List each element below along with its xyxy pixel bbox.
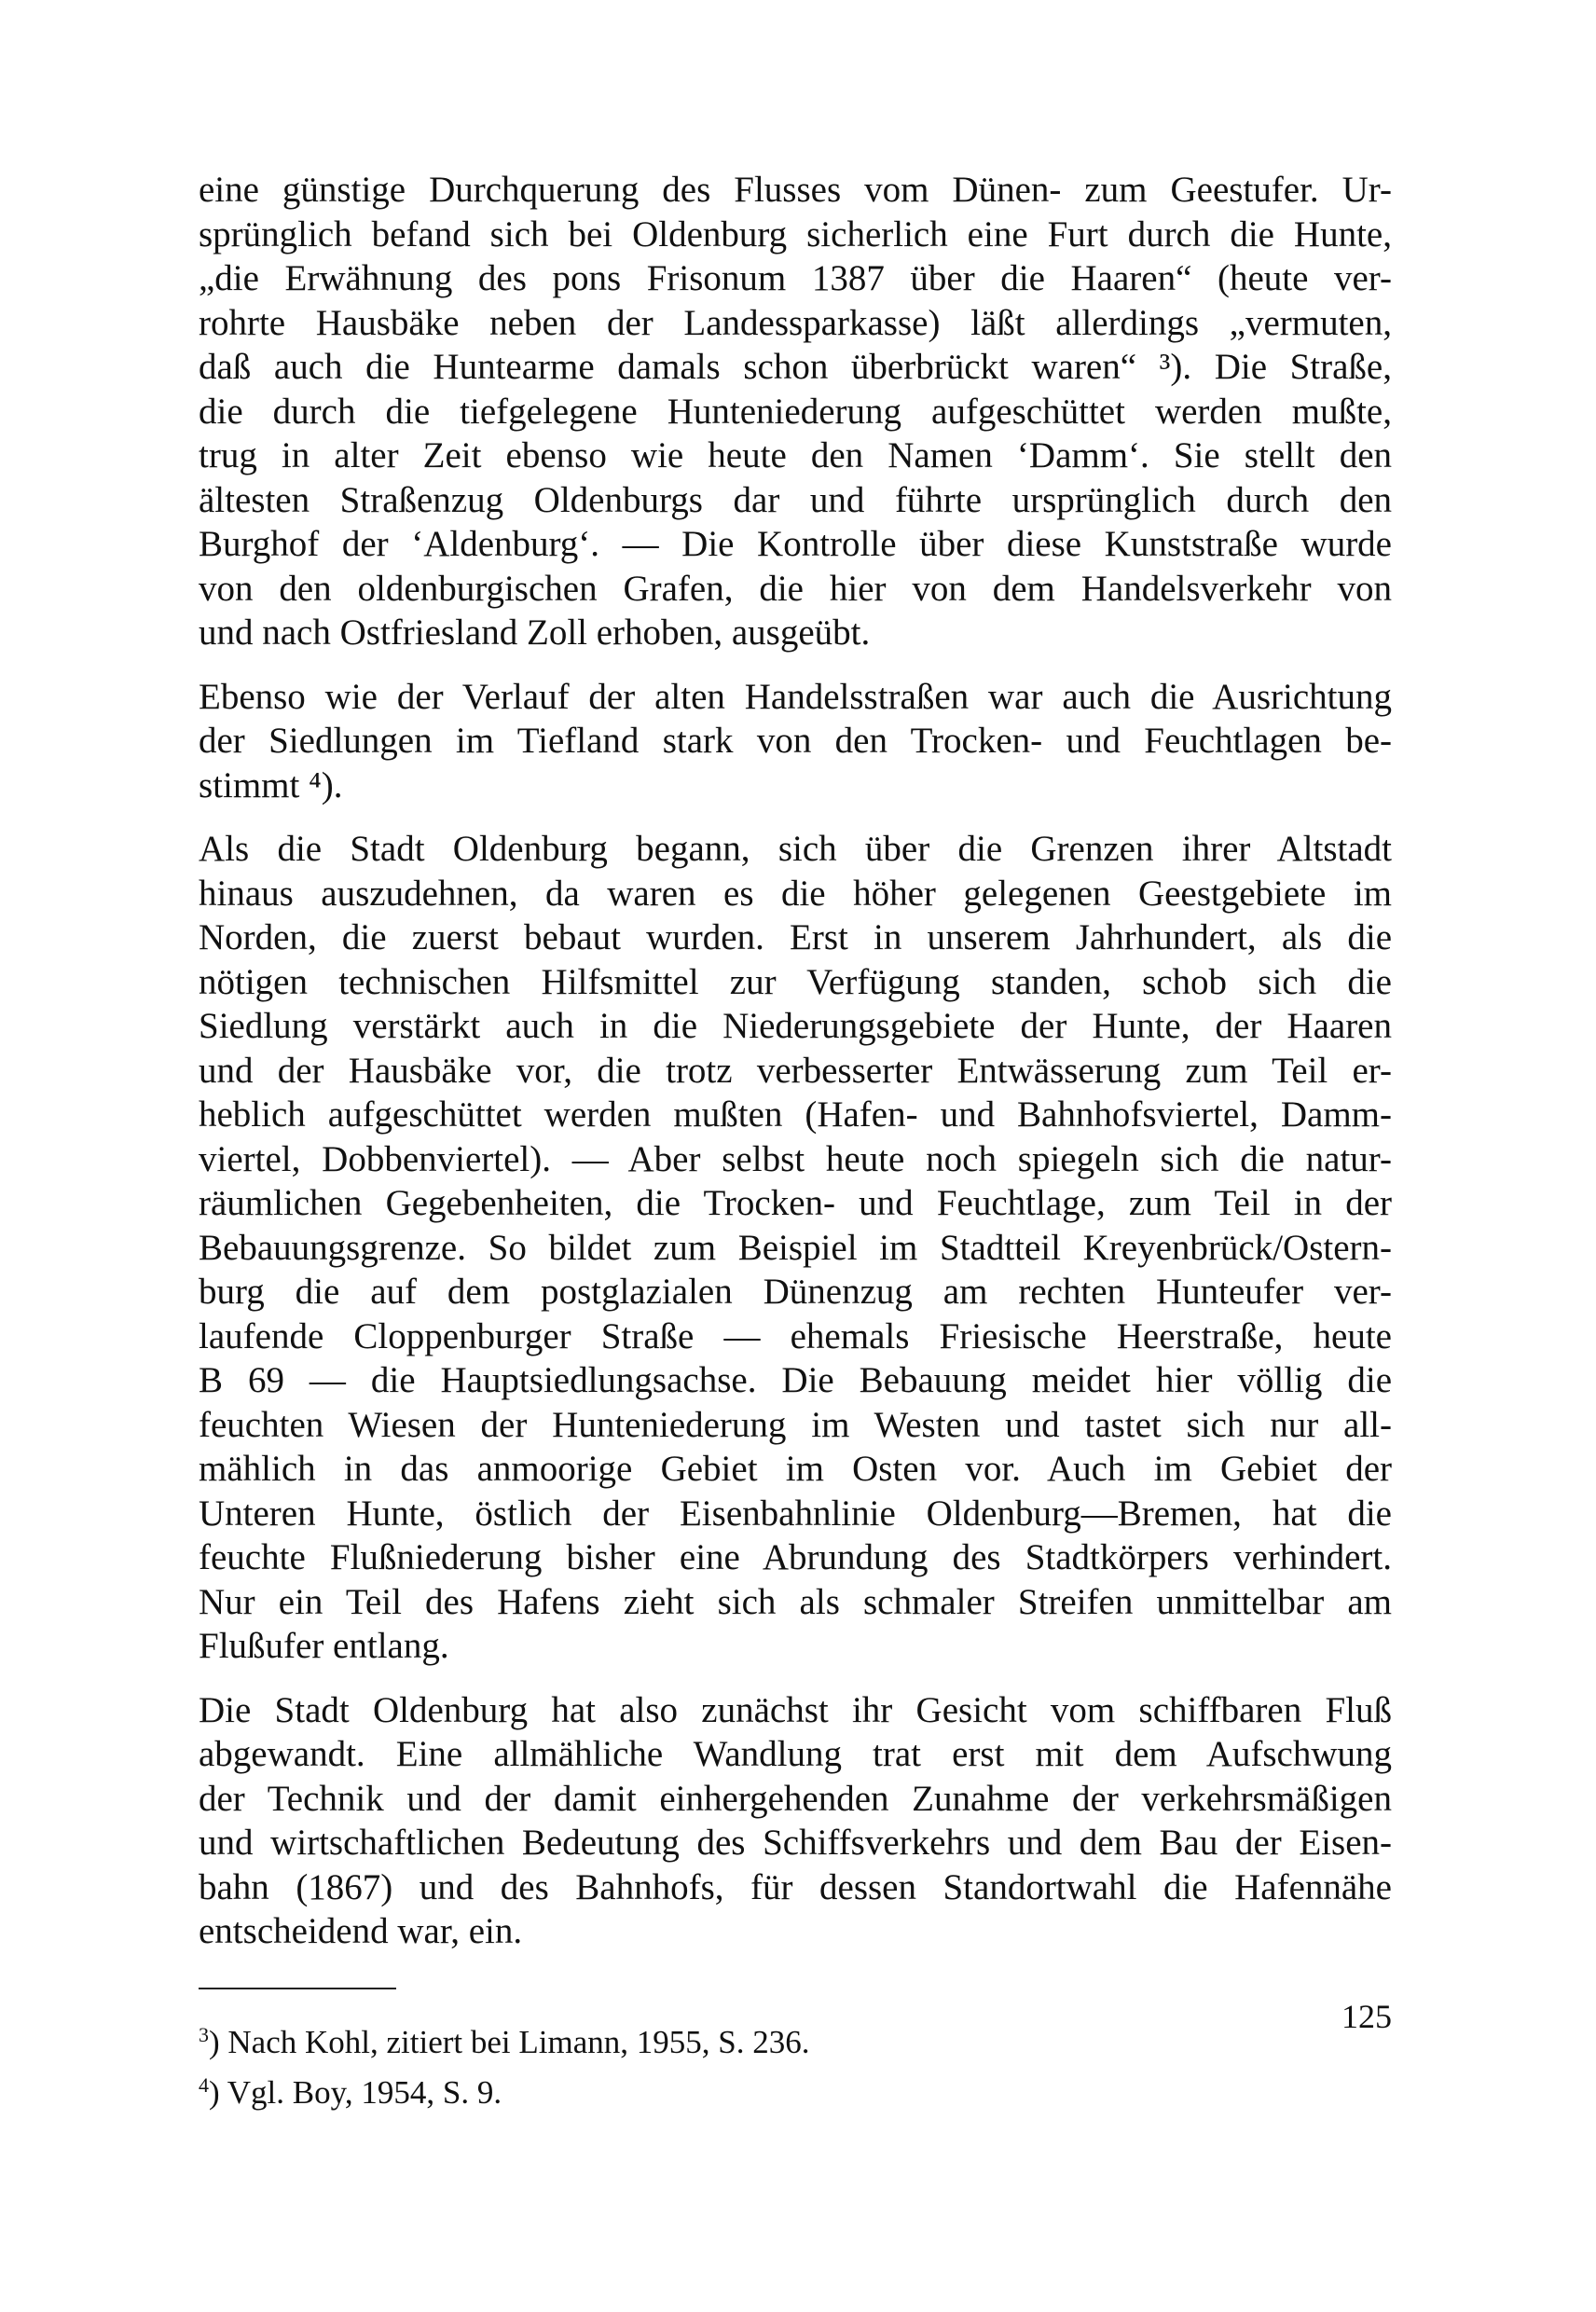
- text-line: Ebenso wie der Verlauf der alten Handelsstraßen war auch die Ausrichtung: [199, 676, 1392, 717]
- text-line: bahn (1867) und des Bahnhofs, für dessen Standortwahl die Hafennähe: [199, 1866, 1392, 1907]
- text-line: Nur ein Teil des Hafens zieht sich als schmaler Streifen unmittelbar am: [199, 1581, 1392, 1622]
- text-line: heblich aufgeschüttet werden mußten (Hafen- und Bahnhofsviertel, Damm-: [199, 1094, 1392, 1135]
- paragraph-3: [199, 827, 1392, 1669]
- text-line: hinaus auszudehnen, da waren es die höher gelegenen Geestgebiete im: [199, 873, 1392, 914]
- text-line: B 69 — die Hauptsiedlungsachse. Die Bebauung meidet hier völlig die: [199, 1360, 1392, 1400]
- text-line: der Siedlungen im Tiefland stark von den Trocken- und Feuchtlagen be-: [199, 721, 1392, 761]
- text-line: Als die Stadt Oldenburg begann, sich über die Grenzen ihrer Altstadt: [199, 829, 1392, 869]
- text-line: daß auch die Huntearme damals schon überbrückt waren“ ³). Die Straße,: [199, 347, 1392, 387]
- text-line: Flußufer entlang.: [199, 1626, 449, 1666]
- text-line: mählich in das anmoorige Gebiet im Osten vor. Auch im Gebiet der: [199, 1449, 1392, 1489]
- text-line: rohrte Hausbäke neben der Landessparkasse) läßt allerdings „vermuten,: [199, 302, 1392, 343]
- page-number: 125: [1341, 1998, 1392, 2035]
- text-line: sprünglich befand sich bei Oldenburg sicherlich eine Furt durch die Hunte,: [199, 213, 1392, 255]
- paragraph-1: [199, 168, 1392, 655]
- text-line: ältesten Straßenzug Oldenburgs dar und führte ursprünglich durch den: [199, 479, 1392, 520]
- text-line: und der Hausbäke vor, die trotz verbesserter Entwässerung zum Teil er-: [199, 1050, 1392, 1091]
- text-line: Bebauungsgrenze. So bildet zum Beispiel im Stadtteil Kreyenbrück/Ostern-: [199, 1227, 1392, 1268]
- paragraph-4: [199, 1688, 1392, 1954]
- text-line: feuchten Wiesen der Hunteniederung im Westen und tastet sich nur all-: [199, 1404, 1392, 1445]
- text-line: der Technik und der damit einhergehenden Zunahme der verkehrsmäßigen: [199, 1778, 1392, 1819]
- text-line: und wirtschaftlichen Bedeutung des Schiffsverkehrs und dem Bau der Eisen-: [199, 1823, 1392, 1863]
- text-line: stimmt ⁴).: [199, 764, 343, 805]
- text-line: die durch die tiefgelegene Hunteniederung aufgeschüttet werden mußte,: [199, 391, 1392, 432]
- footnote-text: Vgl. Boy, 1954, S. 9.: [227, 2073, 502, 2111]
- footnote-3: $^3$) Nach Kohl, zitiert bei Limann, 1955, S. 236.: [199, 2022, 810, 2060]
- text-line: entscheidend war, ein.: [199, 1911, 523, 1951]
- footnote-text: Nach Kohl, zitiert bei Limann, 1955, S. 236.: [227, 2023, 810, 2060]
- text-line: Unteren Hunte, östlich der Eisenbahnlinie Oldenburg—Bremen, hat die: [199, 1493, 1392, 1534]
- text-line: räumlichen Gegebenheiten, die Trocken- und Feuchtlage, zum Teil in der: [199, 1183, 1392, 1223]
- footnote-marker: 4: [199, 2072, 209, 2097]
- page-body: [199, 168, 1392, 2114]
- text-line: feuchte Flußniederung bisher eine Abrundung des Stadtkörpers verhindert.: [199, 1537, 1392, 1577]
- footnote-4: $^4$) Vgl. Boy, 1954, S. 9.: [199, 2072, 502, 2111]
- text-line: Siedlung verstärkt auch in die Niederungsgebiete der Hunte, der Haaren: [199, 1006, 1392, 1046]
- text-line: von den oldenburgischen Grafen, die hier von dem Handelsverkehr von: [199, 568, 1392, 609]
- text-line: nötigen technischen Hilfsmittel zur Verfügung standen, schob sich die: [199, 961, 1392, 1002]
- footnote-marker: 3: [199, 2022, 209, 2046]
- text-line: abgewandt. Eine allmähliche Wandlung trat erst mit dem Aufschwung: [199, 1734, 1392, 1774]
- text-line: Norden, die zuerst bebaut wurden. Erst in unserem Jahrhundert, als die: [199, 917, 1392, 957]
- text-line: eine günstige Durchquerung des Flusses vom Dünen- zum Geestufer. Ur-: [199, 170, 1392, 210]
- text-line: viertel, Dobbenviertel). — Aber selbst heute noch spiegeln sich die natur-: [199, 1138, 1392, 1179]
- text-line: Die Stadt Oldenburg hat also zunächst ihr Gesicht vom schiffbaren Fluß: [199, 1689, 1392, 1730]
- text-line: und nach Ostfriesland Zoll erhoben, ausgeübt.: [199, 612, 871, 653]
- text-line: Burghof der ‘Aldenburg‘. — Die Kontrolle über diese Kunststraße wurde: [199, 524, 1392, 564]
- text-line: trug in alter Zeit ebenso wie heute den Namen ‘Damm‘. Sie stellt den: [199, 435, 1392, 475]
- footnote-divider: [199, 1988, 396, 1989]
- paragraph-2: [199, 675, 1392, 808]
- text-line: burg die auf dem postglazialen Dünenzug am rechten Hunteufer ver-: [199, 1272, 1392, 1312]
- text-line: „die Erwähnung des pons Frisonum 1387 über die Haaren“ (heute ver-: [199, 258, 1392, 298]
- text-line: laufende Cloppenburger Straße — ehemals Friesische Heerstraße, heute: [199, 1315, 1392, 1356]
